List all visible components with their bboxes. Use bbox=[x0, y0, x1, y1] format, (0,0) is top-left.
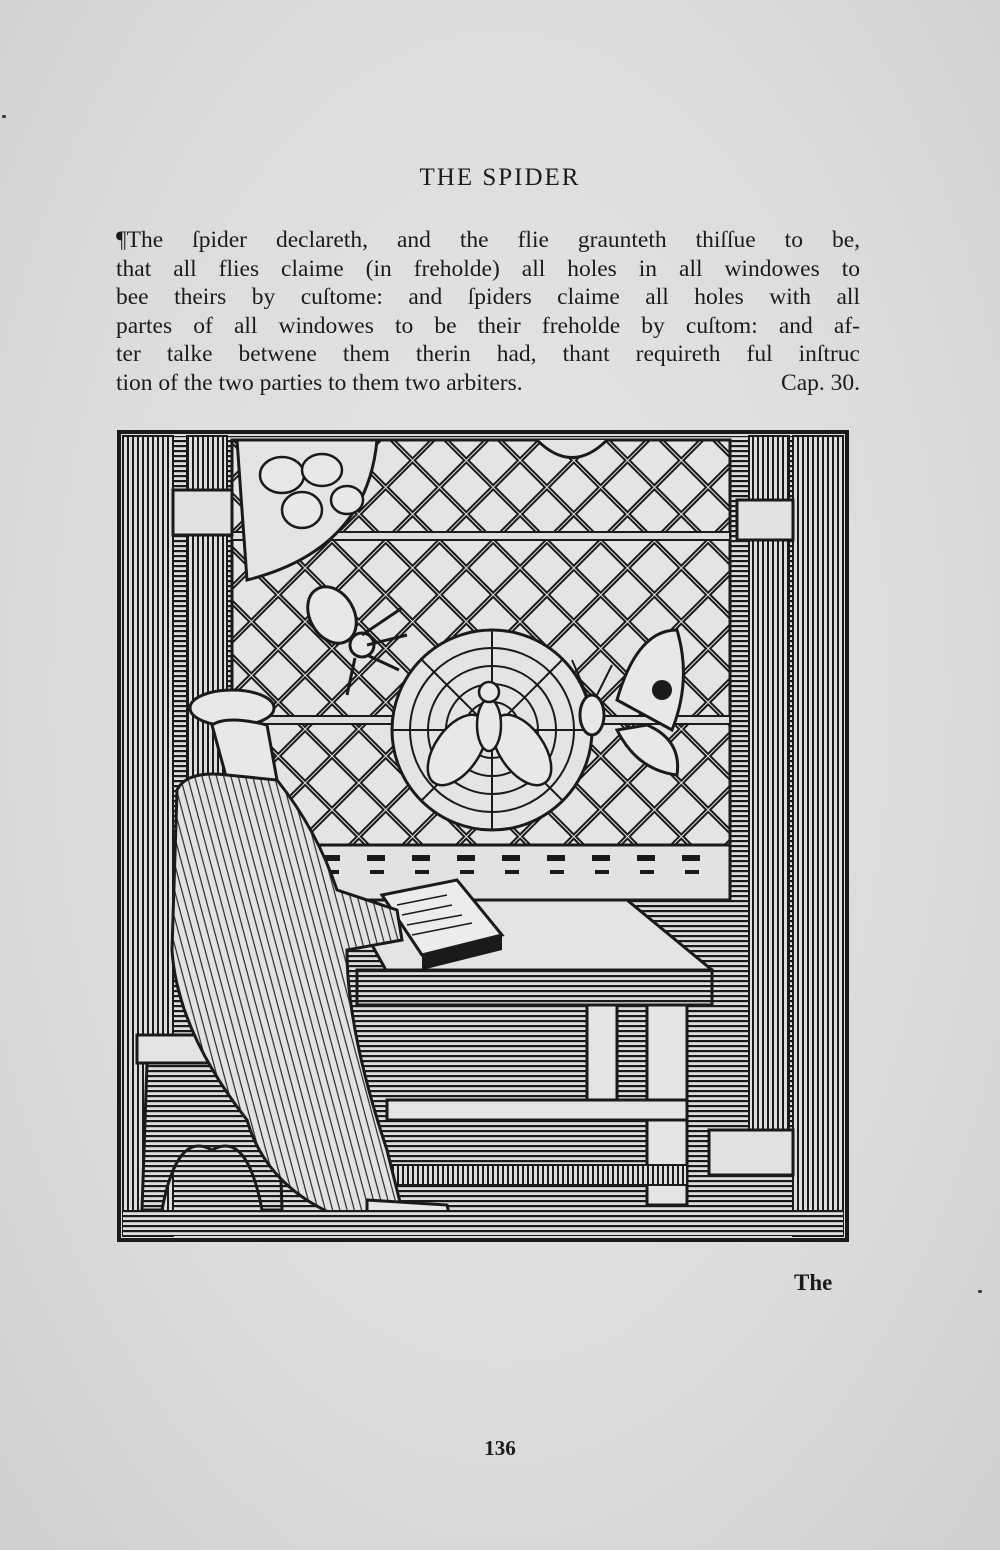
paper-speck bbox=[978, 1290, 982, 1293]
floor bbox=[123, 1210, 843, 1236]
caption-line: ¶The ſpider declareth, and the flie graunteth thiſſue to be, bbox=[116, 227, 860, 253]
caption-line: tion of the two parties to them two arbiters. bbox=[116, 369, 523, 396]
paper-speck bbox=[2, 115, 6, 118]
caption-line: partes of all windowes to be their freholde by cuſtom: and af- bbox=[116, 312, 860, 339]
chapter-caption bbox=[116, 226, 860, 398]
page-number: 136 bbox=[484, 1436, 516, 1460]
catchword: The bbox=[794, 1270, 833, 1295]
running-head: THE SPIDER bbox=[419, 164, 581, 191]
caption-line: ter talke betwene them therin had, thant requireth ful inſtruc bbox=[116, 341, 860, 368]
chapter-reference: Cap. 30. bbox=[781, 369, 860, 396]
caption-last-line bbox=[116, 369, 860, 398]
caption-line: bee theirs by cuſtome: and ſpiders claime all holes with all bbox=[116, 284, 860, 311]
woodcut-illustration bbox=[117, 430, 849, 1242]
caption-line: that all flies claime (in freholde) all holes in all windowes to bbox=[116, 255, 860, 282]
